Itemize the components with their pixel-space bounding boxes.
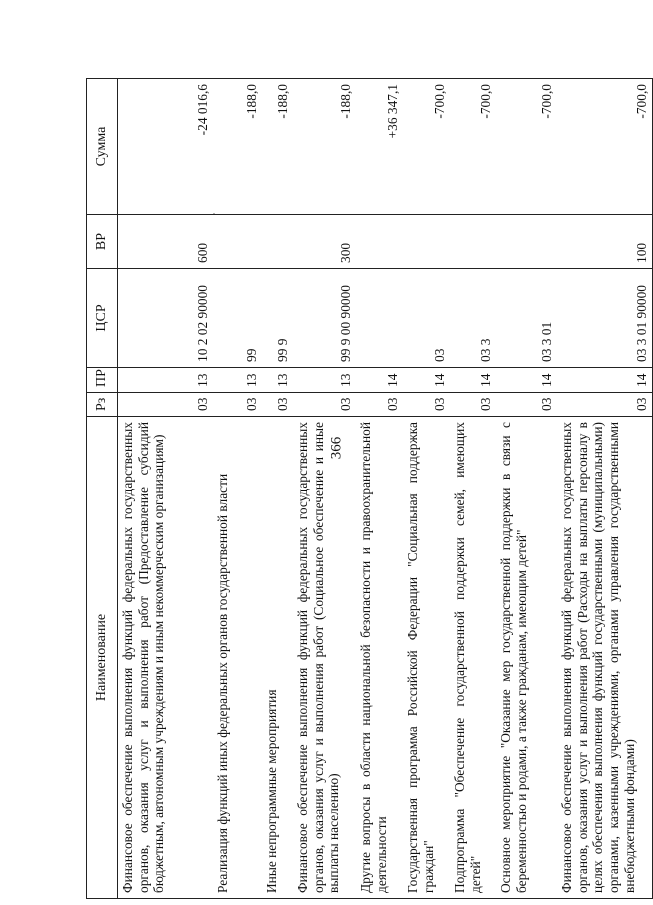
table-row — [403, 79, 450, 899]
row-csr: 03 3 01 — [496, 269, 557, 368]
budget-table — [86, 78, 653, 899]
page-number: 366 — [328, 436, 345, 460]
row-vr: 100 — [557, 215, 653, 269]
row-pr: 14 — [356, 368, 403, 393]
row-sum: -188,0 — [213, 79, 262, 215]
row-sum: -700,0 — [557, 79, 653, 215]
row-sum: -188,0 — [262, 79, 293, 215]
row-csr: 99 9 00 90000 — [293, 269, 356, 368]
row-vr — [213, 215, 262, 269]
row-csr: 99 — [213, 269, 262, 368]
table-row — [213, 79, 262, 899]
row-pr: 13 — [262, 368, 293, 393]
budget-table-rotated — [86, 79, 650, 899]
row-csr — [356, 269, 403, 368]
row-rz: 03 — [293, 393, 356, 417]
table-row — [557, 79, 653, 899]
row-pr: 14 — [403, 368, 450, 393]
row-vr: 600 — [118, 215, 214, 269]
row-rz: 03 — [262, 393, 293, 417]
row-pr: 14 — [496, 368, 557, 393]
table-row — [450, 79, 496, 899]
row-sum: -700,0 — [496, 79, 557, 215]
row-pr: 13 — [118, 368, 214, 393]
row-rz: 03 — [403, 393, 450, 417]
header-rz: Рз — [87, 393, 118, 417]
row-vr — [403, 215, 450, 269]
row-name: Реализация функций иных федеральных органов государственной власти — [213, 417, 262, 899]
table-row — [262, 79, 293, 899]
header-vr: ВР — [87, 215, 118, 269]
row-vr: 300 — [293, 215, 356, 269]
row-name: Иные непрограммные мероприятия — [262, 417, 293, 899]
row-sum: -700,0 — [450, 79, 496, 215]
row-vr — [496, 215, 557, 269]
row-sum: -188,0 — [293, 79, 356, 215]
row-rz: 03 — [213, 393, 262, 417]
row-pr: 13 — [293, 368, 356, 393]
row-pr: 13 — [213, 368, 262, 393]
row-csr: 03 — [403, 269, 450, 368]
row-name: Государственная программа Российской Федерации "Социальная поддержка граждан" — [403, 417, 450, 899]
row-sum: -24 016,6 — [118, 79, 214, 215]
row-vr — [450, 215, 496, 269]
row-rz: 03 — [557, 393, 653, 417]
header-name: Наименование — [87, 417, 118, 899]
row-rz: 03 — [450, 393, 496, 417]
row-name: Финансовое обеспечение выполнения функций федеральных государственных органов, оказания услуг и выполнения работ (Расходы на выплаты персоналу в целях обеспечения выполнения функций государственными (муниципальными) органами, казенными учреждениями, органами управления государственными внебюджетными фондами) — [557, 417, 653, 899]
header-sum: Сумма — [87, 79, 118, 215]
row-sum: -700,0 — [403, 79, 450, 215]
row-name: Финансовое обеспечение выполнения функций федеральных государственных органов, оказания услуг и выполнения работ (Предоставление субсидий бюджетным, автономным учреждениям и иным некоммерческим организациям) — [118, 417, 214, 899]
row-sum: +36 347,1 — [356, 79, 403, 215]
row-pr: 14 — [450, 368, 496, 393]
header-csr: ЦСР — [87, 269, 118, 368]
row-name: Подпрограмма "Обеспечение государственной поддержки семей, имеющих детей" — [450, 417, 496, 899]
row-vr — [356, 215, 403, 269]
row-name: Финансовое обеспечение выполнения функций федеральных государственных органов, оказания услуг и выполнения работ (Социальное обеспечение и иные выплаты населению) — [293, 417, 356, 899]
row-pr: 14 — [557, 368, 653, 393]
row-rz: 03 — [118, 393, 214, 417]
header-pr: ПР — [87, 368, 118, 393]
table-row — [496, 79, 557, 899]
row-name: Другие вопросы в области национальной безопасности и правоохранительной деятельности — [356, 417, 403, 899]
row-vr — [262, 215, 293, 269]
table-row — [356, 79, 403, 899]
header-row — [87, 79, 118, 899]
row-csr: 10 2 02 90000 — [118, 269, 214, 368]
table-row — [118, 79, 214, 899]
row-rz: 03 — [356, 393, 403, 417]
row-rz: 03 — [496, 393, 557, 417]
row-csr: 03 3 01 90000 — [557, 269, 653, 368]
row-name: Основное мероприятие "Оказание мер государственной поддержки в связи с беременностью и родами, а также гражданам, имеющим детей" — [496, 417, 557, 899]
row-csr: 03 3 — [450, 269, 496, 368]
table-row — [293, 79, 356, 899]
row-csr: 99 9 — [262, 269, 293, 368]
